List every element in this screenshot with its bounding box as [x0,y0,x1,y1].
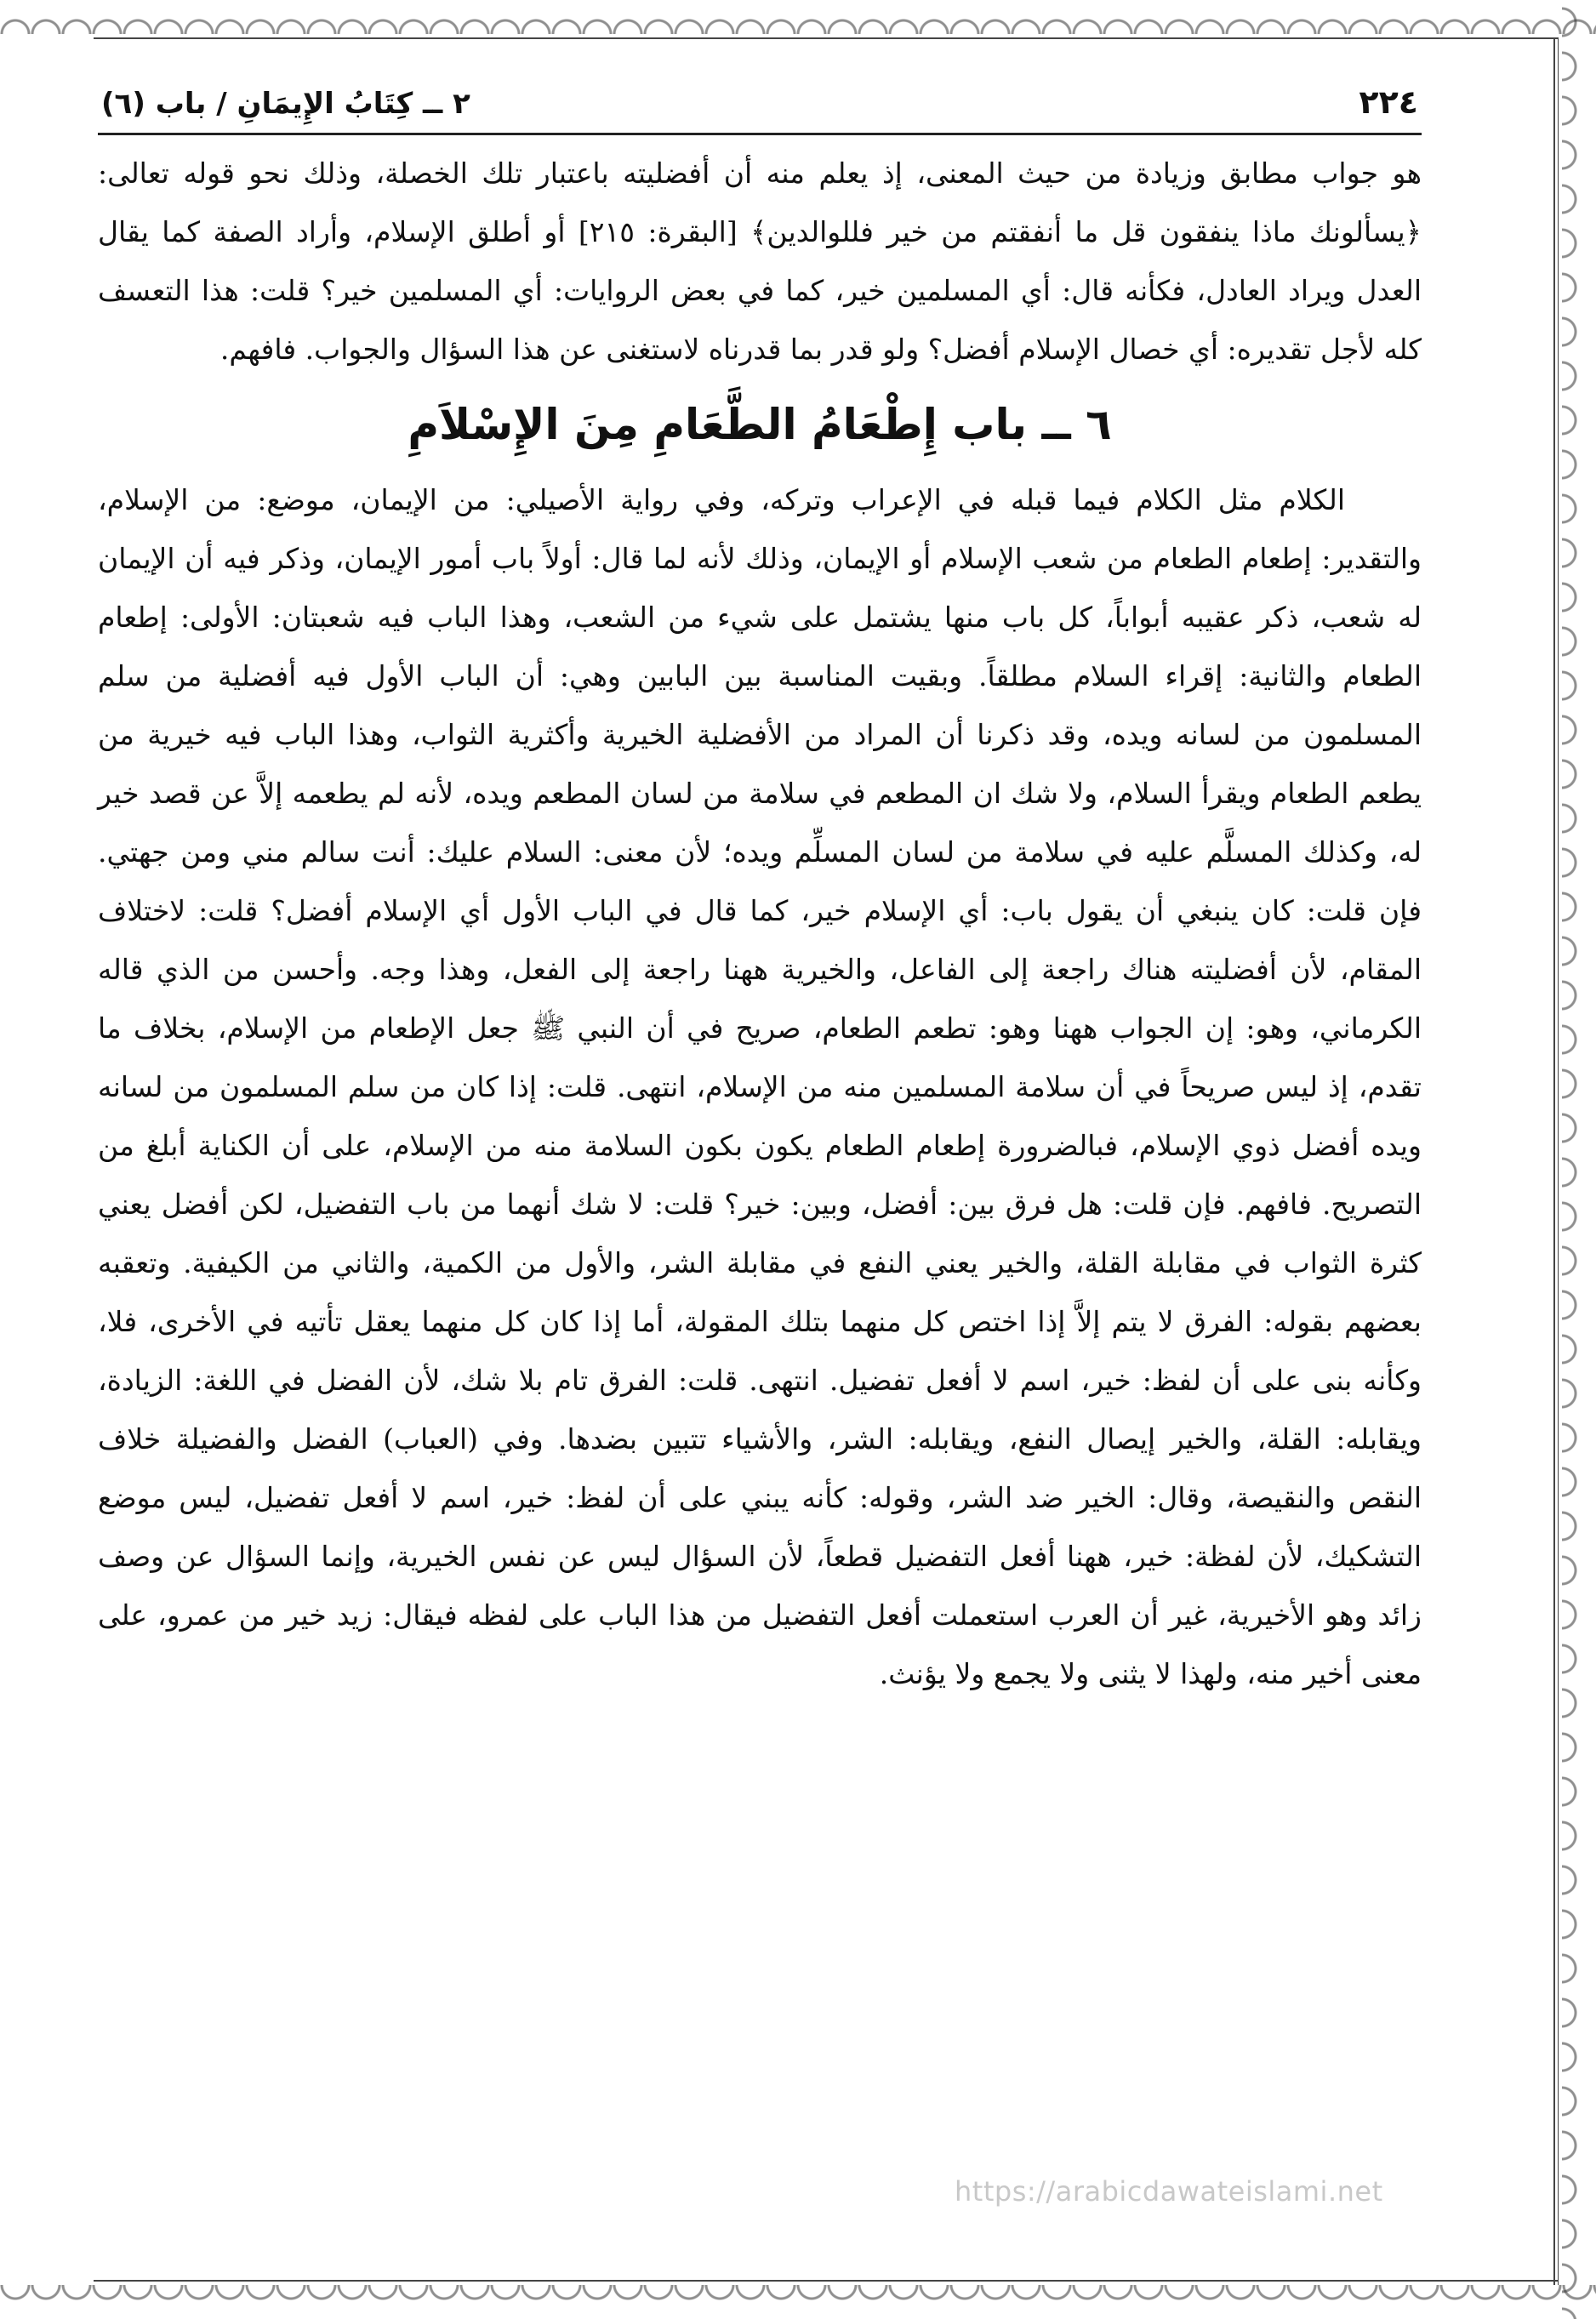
body-paragraph: الكلام مثل الكلام فيما قبله في الإعراب وتركه، وفي رواية الأصيلي: من الإيمان، موضع: من الإسلام، والتقدير: إطعام الطعام من شعب الإسلام أو الإيمان، وذلك لأنه لما قال: أولاً باب أمور الإيمان، وذكر فيه أن الإيمان له شعب، ذكر عقيبه أبواباً، كل باب منها يشتمل على شيء من الشعب، وهذا الباب فيه شعبتان: الأولى: إطعام الطعام والثانية: إقراء السلام مطلقاً. وبقيت المناسبة بين البابين وهي: أن الباب الأول فيه أفضلية من سلم المسلمون من لسانه ويده، وقد ذكرنا أن المراد من الأفضلية الخيرية وأكثرية الثواب، وهذا الباب فيه خيرية من يطعم الطعام ويقرأ السلام، ولا شك ان المطعم في سلامة من لسان المطعم ويده، لأنه لم يطعمه إلاَّ عن قصد خير له، وكذلك المسلَّم عليه في سلامة من لسان المسلِّم ويده؛ لأن معنى: السلام عليك: أنت سالم مني ومن جهتي. فإن قلت: كان ينبغي أن يقول باب: أي الإسلام خير، كما قال في الباب الأول أي الإسلام أفضل؟ قلت: لاختلاف المقام، لأن أفضليته هناك راجعة إلى الفاعل، والخيرية ههنا راجعة إلى الفعل، وهذا وجه. وأحسن من الذي قاله الكرماني، وهو: إن الجواب ههنا وهو: تطعم الطعام، صريح في أن النبي ﷺ جعل الإطعام من الإسلام، بخلاف ما تقدم، إذ ليس صريحاً في أن سلامة المسلمين منه من الإسلام، انتهى. قلت: إذا كان من سلم المسلمون من لسانه ويده أفضل ذوي الإسلام، فبالضرورة إطعام الطعام يكون بكون السلامة منه من الإسلام، على أن الكناية أبلغ من التصريح. فافهم. فإن قلت: هل فرق بين: أفضل، وبين: خير؟ قلت: لا شك أنهما من باب التفضيل، لكن أفضل يعني كثرة الثواب في مقابلة القلة، والخير يعني النفع في مقابلة الشر، والأول من الكمية، والثاني من الكيفية. وتعقبه بعضهم بقوله: الفرق لا يتم إلاَّ إذا اختص كل منهما بتلك المقولة، أما إذا كان كل منهما يعقل تأتيه في الأخرى، فلا، وكأنه بنى على أن لفظ: خير، اسم لا أفعل تفضيل. انتهى. قلت: الفرق تام بلا شك، لأن الفضل في اللغة: الزيادة، ويقابله: القلة، والخير إيصال النفع، ويقابله: الشر، والأشياء تتبين بضدها. وفي (العباب) الفضل والفضيلة خلاف النقص والنقيصة، وقال: الخير ضد الشر، وقوله: كأنه يبني على أن لفظ: خير، اسم لا أفعل تفضيل، ليس موضع التشكيك، لأن لفظة: خير، ههنا أفعل التفضيل قطعاً، لأن السؤال ليس عن نفس الخيرية، وإنما السؤال عن وصف زائد وهو الأخيرية، غير أن العرب استعملت أفعل التفضيل من هذا الباب على لفظه فيقال: زيد خير من عمرو، على معنى أخير منه، ولهذا لا يثنى ولا يجمع ولا يؤنث. [98,483,1422,1690]
decorative-border-bottom [0,2285,1596,2319]
frame-rule-bottom [94,2277,1559,2282]
running-head-title: ٢ ــ كِتَابُ الإِيمَانِ / باب (٦) [101,87,470,121]
decorative-border-top [0,0,1596,34]
frame-rule-top [94,37,1559,42]
frame-rule-right [1553,39,1559,2285]
watermark-url: https://arabicdawateislami.net [955,2175,1383,2208]
top-paragraph: هو جواب مطابق وزيادة من حيث المعنى، إذ يعلم منه أن أفضليته باعتبار تلك الخصلة، وذلك نحو قوله تعالى: ﴿يسألونك ماذا ينفقون قل ما أنفقتم من خير فللوالدين﴾ [البقرة: ٢١٥] أو أطلق الإسلام، وأراد الصفة كما يقال العدل ويراد العادل، فكأنه قال: أي المسلمين خير، كما في بعض الروايات: أي المسلمين خير؟ قلت: هذا التعسف كله لأجل تقديره: أي خصال الإسلام أفضل؟ ولو قدر بما قدرناه لاستغنى عن هذا السؤال والجواب. فافهم. [98,157,1422,366]
page-content [98,83,1422,1703]
decorative-border-right [1562,0,1596,2319]
chapter-title: ٦ ــ باب إِطْعَامُ الطَّعَامِ مِنَ الإِسْلاَمِ [408,400,1112,449]
page-number: ٢٢٤ [1359,83,1418,121]
running-head [98,83,1422,135]
